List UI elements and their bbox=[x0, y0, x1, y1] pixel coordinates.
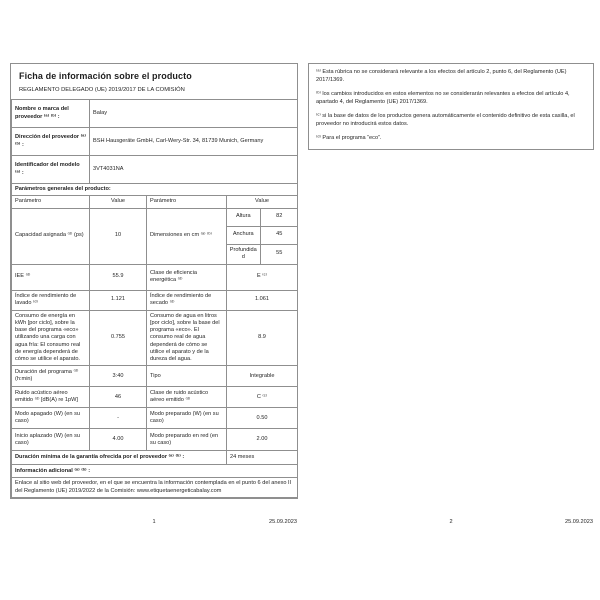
table-row-warranty bbox=[12, 451, 298, 465]
dimensions-cell bbox=[227, 208, 298, 264]
table-row bbox=[12, 156, 298, 184]
model-identifier-value: 3VT4031NA bbox=[90, 156, 298, 184]
product-fiche-page-1 bbox=[10, 63, 298, 499]
column-header-parameter-2: Parámetro bbox=[147, 196, 227, 208]
param-label: Inicio aplazado (W) (en su caso) bbox=[12, 429, 90, 451]
table-row bbox=[12, 366, 298, 387]
footnote: ⁽ᶜ⁾ si la base de datos de los productos genera automáticamente el contenido definitivo de esta casilla, el proveedor no introducirá estos datos. bbox=[316, 113, 575, 127]
capacity-label: Capacidad asignada ⁽ᵈ⁾ (ps) bbox=[12, 208, 90, 264]
param-value: 0.755 bbox=[90, 310, 147, 366]
param-label: Modo preparado (W) (en su caso) bbox=[147, 408, 227, 429]
footnote: ⁽ᵃ⁾ Esta rúbrica no se considerará relevante a los efectos del artículo 2, punto 6, del Reglamento (UE) 2017/1369. bbox=[316, 69, 567, 83]
dimension-value: 45 bbox=[260, 226, 298, 244]
page1-footer bbox=[10, 519, 298, 527]
table-row bbox=[12, 408, 298, 429]
param-label: Índice de rendimiento de secado ⁽ᵈ⁾ bbox=[147, 290, 227, 310]
param-label: Duración del programa ⁽ᵈ⁾ (h:min) bbox=[12, 366, 90, 387]
table-row bbox=[12, 429, 298, 451]
dimensions-subtable bbox=[227, 209, 298, 264]
model-identifier-label: Identificador del modelo ⁽ᵃ⁾ : bbox=[12, 156, 90, 184]
dimension-name: Anchura bbox=[227, 226, 260, 244]
dimension-name: Profundidad bbox=[227, 244, 260, 264]
param-value: 4.00 bbox=[90, 429, 147, 451]
param-value: 1.061 bbox=[227, 290, 298, 310]
dimension-value: 55 bbox=[260, 244, 298, 264]
table-row bbox=[12, 100, 298, 128]
param-label: Consumo de energía en kWh [por ciclo], sobre la base del programa «eco» utilizando una carga con agua fría: El consumo real de energía dependerá de cómo se utilice el aparato. bbox=[12, 310, 90, 366]
supplier-address-value: BSH Hausgeräte GmbH, Carl-Wery-Str. 34, 81739 Munich, Germany bbox=[90, 128, 298, 156]
param-label: Modo preparado en red (en su caso) bbox=[147, 429, 227, 451]
param-value: 0.50 bbox=[227, 408, 298, 429]
footnote: ⁽ᵇ⁾ los cambios introducidos en estos elementos no se considerarán relevantes a efectos del artículo 4, apartado 4, del Reglamento (UE) 2017/1369. bbox=[316, 91, 570, 105]
table-row bbox=[12, 184, 298, 196]
param-value: - bbox=[90, 408, 147, 429]
column-header-value-2: Value bbox=[227, 196, 298, 208]
param-value: 46 bbox=[90, 387, 147, 408]
supplier-name-value: Balay bbox=[90, 100, 298, 128]
param-value: 1.121 bbox=[90, 290, 147, 310]
param-label: Clase de ruido acústico aéreo emitido ⁽ᵈ⁾ bbox=[147, 387, 227, 408]
param-value: 2.00 bbox=[227, 429, 298, 451]
product-parameters-table bbox=[11, 99, 298, 498]
regulation-subtitle: REGLAMENTO DELEGADO (UE) 2019/2017 DE LA COMISIÓN bbox=[19, 87, 185, 93]
supplier-address-label: Dirección del proveedor ⁽ᵃ⁾ ⁽ᵇ⁾ : bbox=[12, 128, 90, 156]
param-label: Ruido acústico aéreo emitido ⁽ᵈ⁾ [dB(A) re 1pW] bbox=[12, 387, 90, 408]
page-title: Ficha de información sobre el producto bbox=[19, 71, 192, 81]
table-row bbox=[12, 128, 298, 156]
table-row bbox=[12, 310, 298, 366]
param-value: Integrable bbox=[227, 366, 298, 387]
supplier-website-text: Enlace al sitio web del proveedor, en el que se encuentra la información contemplada en el punto 6 del anexo II del Reglamento (UE) 2019/2022 de la Comisión: www.etiquetaenergeticabalay.com bbox=[12, 478, 298, 498]
page1-number: 1 bbox=[152, 519, 156, 525]
page2-date: 25.09.2023 bbox=[565, 519, 593, 525]
general-parameters-header: Parámetros generales del producto: bbox=[12, 184, 298, 196]
dimension-value: 82 bbox=[260, 209, 298, 227]
param-value: 3:40 bbox=[90, 366, 147, 387]
footnote: ⁽ᵈ⁾ Para el programa “eco”. bbox=[316, 135, 382, 142]
warranty-value: 24 meses bbox=[227, 451, 298, 465]
dimensions-label: Dimensiones en cm ⁽ᵃ⁾ ⁽ᵇ⁾ bbox=[147, 208, 227, 264]
param-value: 8.9 bbox=[227, 310, 298, 366]
page2-number: 2 bbox=[449, 519, 453, 525]
dimension-row bbox=[227, 209, 298, 227]
table-row bbox=[12, 264, 298, 290]
table-header-row bbox=[12, 196, 298, 208]
column-header-value-1: Value bbox=[90, 196, 147, 208]
footnotes-page-2 bbox=[308, 63, 594, 150]
param-label: Índice de rendimiento de lavado ⁽ᵈ⁾ bbox=[12, 290, 90, 310]
page1-date: 25.09.2023 bbox=[269, 519, 297, 525]
table-row-capacity-dimensions bbox=[12, 208, 298, 264]
param-label: Clase de eficiencia energética ⁽ᵈ⁾ bbox=[147, 264, 227, 290]
param-value: 55.9 bbox=[90, 264, 147, 290]
column-header-parameter-1: Parámetro bbox=[12, 196, 90, 208]
table-row bbox=[12, 290, 298, 310]
param-label: Modo apagado (W) (en su caso) bbox=[12, 408, 90, 429]
dimension-name: Altura bbox=[227, 209, 260, 227]
table-row-website bbox=[12, 478, 298, 498]
param-label: IEE ⁽ᵈ⁾ bbox=[12, 264, 90, 290]
capacity-value: 10 bbox=[90, 208, 147, 264]
table-row-additional-info bbox=[12, 465, 298, 478]
table-row bbox=[12, 387, 298, 408]
supplier-name-label: Nombre o marca del proveedor ⁽ᵃ⁾ ⁽ᵇ⁾ : bbox=[12, 100, 90, 128]
page2-footer bbox=[308, 519, 594, 527]
param-value: C ⁽ᶜ⁾ bbox=[227, 387, 298, 408]
param-label: Tipo bbox=[147, 366, 227, 387]
additional-info-label: Información adicional ⁽ᵃ⁾ ⁽ᵇ⁾ : bbox=[12, 465, 298, 478]
dimension-row bbox=[227, 244, 298, 264]
dimension-row bbox=[227, 226, 298, 244]
param-value: E ⁽ᶜ⁾ bbox=[227, 264, 298, 290]
warranty-label: Duración mínima de la garantía ofrecida por el proveedor ⁽ᵃ⁾ ⁽ᵇ⁾ : bbox=[12, 451, 227, 465]
param-label: Consumo de agua en litros [por ciclo], sobre la base del programa «eco». El consumo real de agua dependerá de cómo se utilice el aparato y de la dureza del agua. bbox=[147, 310, 227, 366]
